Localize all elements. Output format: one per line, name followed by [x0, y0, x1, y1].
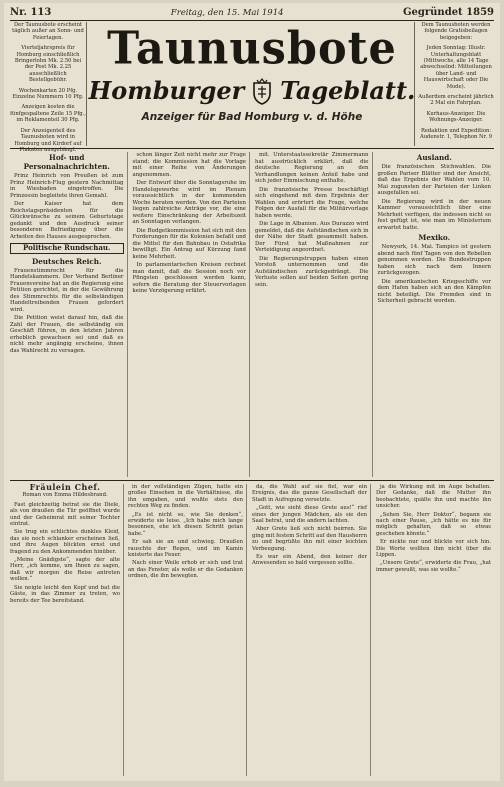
upper-columns: [10, 152, 494, 477]
issue-date: Freitag, den 15. Mai 1914: [170, 7, 284, 18]
article-text: Die amerikanischen Kriegsschiffe vor dem Hafen haben sich an den Kämpfen nicht beteiligt. Die Fremden sind in Sicherheit gebracht worden.: [377, 278, 491, 304]
subscription-info-box: [10, 22, 87, 153]
info-text: Jeden Sonntag: Illustr. Unterhaltungsblatt (Mittwochs, alle 14 Tage abwechselnd: Mitteilungen über Land- und Hauswirtschaft oder Die Mode).: [420, 45, 492, 90]
column-3: [255, 152, 373, 477]
story-text: Fast gleichzeitig betrat sie die Diele, als von draußen die Tür geöffnet wurde und der Geheimrat mit seiner Tochter eintrat.: [10, 501, 120, 528]
masthead-title: Taunusbote: [107, 22, 397, 76]
column-4: [378, 152, 495, 477]
story-text: „Meine Gnädigste“, sagte der alte Herr, „ich komme, um Ihnen zu sagen, daß wir morgen die Reise antreten wollen.“: [10, 557, 120, 583]
story-text: Es war ein Abend, den keiner der Anwesenden so bald vergessen sollte.: [252, 554, 367, 567]
story-text: „Sehen Sie, Herr Doktor“, begann sie nach einer Pause, „ich hätte es nie für möglich gehalten, daß so etwas geschehen könnte.“: [376, 511, 491, 537]
coat-of-arms-icon: [250, 77, 274, 105]
article-text: Der Kaiser hat dem Reichstagspräsidenten für die Glückwünsche zu seinem Geburtstage gedankt und den Ausdruck seiner besonderen Befriedigung über die Arbeiten des Hauses ausgesprochen.: [10, 201, 124, 240]
article-text: Der Entwurf über die Sonntagsruhe im Handelsgewerbe wird im Plenum voraussichtlich in der kommenden Woche beraten werden. Von den Parteien liegen zahlreiche Anträge vor, die eine weitere Einschränkung der Arbeitszeit an Sonntagen verlangen.: [132, 180, 246, 225]
divider: [10, 148, 494, 149]
masthead: [90, 22, 414, 146]
info-text: Anzeigen kosten die fünfgespaltene Zeile 15 Pfg., im Reklamenteil 30 Pfg.: [10, 104, 86, 124]
column-2: [133, 152, 251, 477]
article-text: In parlamentarischen Kreisen rechnet man damit, daß die Session noch vor Pfingsten geschlossen werden kann, sofern die Beratung der Steuervorlagen keine Verzögerung erfährt.: [132, 262, 246, 294]
section-heading: Hof- und Personalnachrichten.: [23, 153, 110, 171]
lower-column-2: [252, 484, 371, 776]
article-text: Die französische Presse beschäftigt sich eingehend mit dem Ergebnis der Wahlen und erörtert die Frage, welche Folgen der Ausfall für die Militärvorlage haben werde.: [255, 186, 369, 219]
article-text: Die Regierungstruppen haben einen Vorstoß unternommen und die Aufständischen zurückgedrängt. Die Verluste sollen auf beiden Seiten gering sein.: [255, 255, 369, 288]
rubric-heading: Politische Rundschau.: [10, 243, 124, 254]
founded-note: Gegründet 1859: [403, 7, 494, 18]
info-text: Wochenkarten 20 Pfg. Einzelne Nummern 10 Pfg.: [12, 87, 84, 101]
story-text: ja die Wirkung mit im Auge behalten. Der Gedanke, daß die Mutter ihn beobachtete, quälte ihn und machte ihn unsicher.: [376, 484, 491, 510]
story-text: Sie trug ein schlichtes dunkles Kleid, das sie noch schlanker erscheinen ließ, und ihre Augen blickten ernst und fragend zu den Ankommenden hinüber.: [10, 529, 120, 555]
masthead-tagline: Anzeiger für Bad Homburg v. d. Höhe: [141, 111, 363, 123]
story-text: da, die Wahl auf sie fiel, war ein Ereignis, das die ganze Gesellschaft der Stadt in Aufregung versetzte.: [252, 484, 367, 503]
section-heading: Mexiko.: [418, 233, 451, 242]
story-text: Nach einer Weile erhob er sich und trat an das Fenster, als wolle er die Gedanken ordnen, die ihn bewegten.: [128, 560, 243, 580]
story-text: Er nickte nur und blickte vor sich hin. Die Worte wollten ihm nicht über die Lippen.: [376, 539, 491, 559]
masthead-subtitle-right: Tageblatt.: [280, 76, 416, 105]
masthead-subtitle-left: Homburger: [88, 76, 245, 105]
story-text: „Unsere Grete“, erwiderte die Frau, „hat immer gewußt, was sie wollte.“: [376, 560, 491, 573]
article-text: Die französischen Stichwahlen. Die großen Pariser Blätter sind der Ansicht, daß das Ergebnis der Wahlen vom 10. Mai zugunsten der Parteien der Linken ausgefallen sei.: [377, 164, 491, 196]
article-text: mit. Unterstaatssekretär Zimmermann hat ausdrücklich erklärt, daß die deutsche Regierung an den Verhandlungen keinen Anteil habe und sich jeder Einmischung enthalte.: [255, 152, 369, 184]
article-text: Prinz Heinrich von Preußen ist zum Prinz Heinrich-Flug gestern Nachmittag in Wiesbaden eingetroffen. Die Prinzessin begleitete ihren Gemahl.: [10, 173, 124, 199]
section-heading: Deutsches Reich.: [31, 256, 102, 266]
feuilleton-column: [10, 484, 124, 776]
info-text: Der Anzeigenteil des Taunusboten wird in Homburg und Kirdorf auf Plakaten ausgehängt.: [14, 127, 82, 153]
info-text: Vierteljahrspreis für Homburg einschließlich Bringerlohn Mk. 2.50 bei der Post Mk. 2.25 ausschließlich Bestellgebühr.: [14, 45, 82, 84]
story-text: „Es ist nicht so, wie Sie denken“, erwiderte sie leise. „Ich habe mich lange besonnen, ehe ich diesen Schritt getan habe.“: [128, 511, 243, 537]
section-heading: Ausland.: [416, 153, 452, 162]
issue-number: Nr. 113: [10, 7, 52, 18]
masthead-subtitle-row: [90, 76, 414, 106]
article-text: Die Regierung wird in der neuen Kammer voraussichtlich über eine Mehrheit verfügen, die indessen nicht so fest gefügt ist, wie man im Ministerium erwartet hatte.: [377, 198, 491, 231]
story-text: Er sah sie an und schwieg. Draußen rauschte der Regen, und im Kamin knisterte das Feuer.: [128, 539, 243, 559]
info-text: Außerdem erscheint jährlich 2 Mal ein Fahrplan.: [418, 94, 494, 107]
story-text: in der vollständigen Zügen, hatte ein großes Einsehen in die Verhältnisse, die ihn umgaben, und wußte stets den rechten Weg zu finden.: [128, 484, 243, 510]
info-text: Der Taunusbote erscheint täglich außer an Sonn- und Feiertagen.: [12, 22, 84, 41]
feuilleton-title: Fräulein Chef.: [29, 482, 101, 492]
feuilleton-byline: Roman von Emma Hildesbrand.: [22, 492, 108, 499]
story-text: Sie neigte leicht den Kopf und bat die Gäste, in das Zimmer zu treten, wo bereits der Tee bereitstand.: [10, 584, 120, 604]
info-text: Redaktion und Expedition: Audenstr. 1, Telephon Nr. 9: [419, 127, 493, 141]
article-text: Die Petition weist darauf hin, daß die Zahl der Frauen, die selbständig ein Geschäft führen, in den letzten Jahren erheblich gewachsen sei und daß es nicht mehr angängig erscheine, ihnen das Wahlrecht zu versagen.: [10, 315, 124, 354]
supplements-info-box: [414, 22, 494, 146]
article-text: schon länger Zeit nicht mehr zur Frage stand; die Kommission hat die Vorlage mit einer Reihe von Änderungen angenommen.: [132, 152, 246, 178]
article-text: Die Budgetkommission hat sich mit den Forderungen für die Kolonien befaßt und die Mittel für den Bahnbau in Ostafrika bewilligt. Ein Antrag auf Kürzung fand keine Mehrheit.: [132, 227, 246, 260]
issue-bar: [10, 5, 494, 21]
story-text: „Gott, wie sieht diese Grete aus!“ rief eines der jungen Mädchen, als sie den Saal betrat, und die andern lachten.: [252, 505, 367, 525]
article-text: Frauenstimmrecht für die Handelskammern. Der Verband Berliner Frauenvereine hat an die Regierung eine Petition gerichtet, in der die Gewährung des Stimmrechts für die selbständigen Handeltreibenden Frauen gefordert wird.: [10, 267, 124, 313]
column-1: [10, 152, 128, 477]
lower-column-1: [128, 484, 247, 776]
info-text: Kurhaus-Anzeiger. Die Wohnungs-Anzeiger.: [426, 110, 486, 124]
lower-column-3: [376, 484, 494, 776]
article-text: Die Lage in Albanien. Aus Durazzo wird gemeldet, daß die Aufständischen sich in der Nähe der Stadt gesammelt haben. Der Fürst hat Maßnahmen zur Verteidigung angeordnet.: [255, 221, 369, 253]
info-text: Dem Taunusboten werden folgende Gratisbeilagen beigegeben:: [421, 22, 491, 41]
article-text: Newyork, 14. Mai. Tampico ist gestern abend nach fünf Tagen von den Rebellen genommen worden. Die Bundestruppen haben sich nach dem Innern zurückgezogen.: [377, 244, 491, 276]
lower-columns: [128, 484, 494, 776]
divider: [10, 480, 494, 481]
newspaper-page: [4, 3, 500, 781]
story-text: Aber Grete ließ sich nicht beirren. Sie ging mit festem Schritt auf den Hausherrn zu und begrüßte ihn mit einer leichten Verbeugung.: [252, 526, 367, 552]
